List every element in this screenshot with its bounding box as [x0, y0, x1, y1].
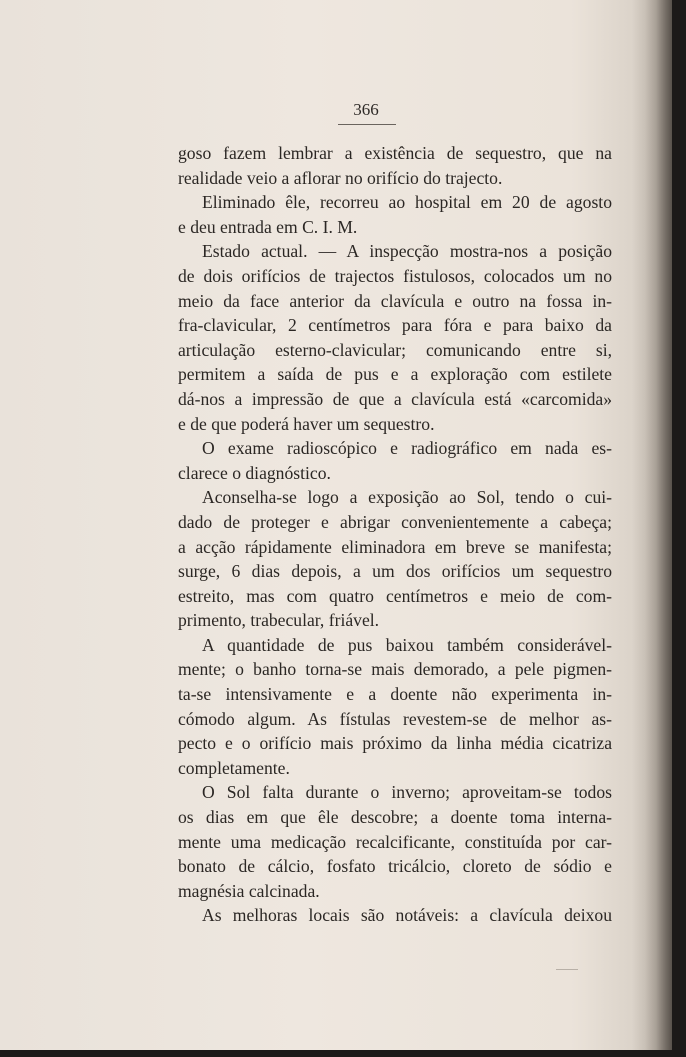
text-line: a acção rápidamente eliminadora em breve se manifesta;: [178, 536, 612, 557]
text-line: fra-clavicular, 2 centímetros para fóra e para baixo da: [178, 315, 612, 336]
text-line: goso fazem lembrar a existência de sequestro, que na: [178, 143, 612, 163]
text-line: completamente.: [178, 757, 290, 778]
text-line: primento, trabecular, friável.: [178, 610, 380, 631]
text-line: os dias em que êle descobre; a doente toma interna-: [178, 807, 612, 828]
text-line: e de que poderá haver um sequestro.: [178, 413, 435, 434]
text-line: mente; o banho torna-se mais demorado, a pele pigmen-: [178, 659, 612, 680]
text-line: Eliminado êle, recorreu ao hospital em 20 de agosto: [202, 192, 612, 213]
text-line: permitem a saída de pus e a exploração com estilete: [178, 364, 612, 385]
text-line: O exame radioscópico e radiográfico em nada es-: [202, 438, 612, 459]
faint-dash: [556, 969, 578, 970]
text-line: O Sol falta durante o inverno; aproveitam-se todos: [202, 782, 612, 803]
text-line: magnésia calcinada.: [178, 880, 320, 901]
text-line: meio da face anterior da clavícula e outro na fossa in-: [178, 290, 612, 311]
text-line: surge, 6 dias depois, a um dos orifícios um sequestro: [178, 561, 612, 582]
page-number: 366: [353, 100, 379, 119]
text-line: Aconselha-se logo a exposição ao Sol, tendo o cui-: [202, 487, 612, 508]
spine-shadow: [632, 0, 672, 1050]
body-text: [178, 141, 612, 928]
text-line: As melhoras locais são notáveis: a clavícula deixou: [202, 905, 612, 926]
text-line: dá-nos a impressão de que a clavícula está «carcomida»: [178, 388, 612, 409]
text-line: articulação esterno-clavicular; comunicando entre si,: [178, 339, 612, 360]
text-line: pecto e o orifício mais próximo da linha média cicatriza: [178, 733, 612, 754]
text-line: Estado actual. — A inspecção mostra-nos a posição: [202, 241, 612, 262]
text-line: realidade veio a aflorar no orifício do trajecto.: [178, 167, 503, 188]
text-line: cómodo algum. As fístulas revestem-se de melhor as-: [178, 708, 612, 729]
text-line: ta-se intensivamente e a doente não experimenta in-: [178, 684, 612, 705]
text-line: de dois orifícios de trajectos fistulosos, colocados um no: [178, 265, 612, 286]
text-line: dado de proteger e abrigar convenientemente a cabeça;: [178, 511, 612, 532]
text-line: A quantidade de pus baixou também considerável-: [202, 634, 612, 655]
text-line: e deu entrada em C. I. M.: [178, 216, 358, 237]
header-rule: [338, 124, 396, 125]
text-line: estreito, mas com quatro centímetros e meio de com-: [178, 585, 612, 606]
text-line: mente uma medicação recalcificante, constituída por car-: [178, 831, 612, 852]
text-line: clarece o diagnóstico.: [178, 462, 331, 483]
text-line: bonato de cálcio, fosfato tricálcio, cloreto de sódio e: [178, 856, 612, 877]
